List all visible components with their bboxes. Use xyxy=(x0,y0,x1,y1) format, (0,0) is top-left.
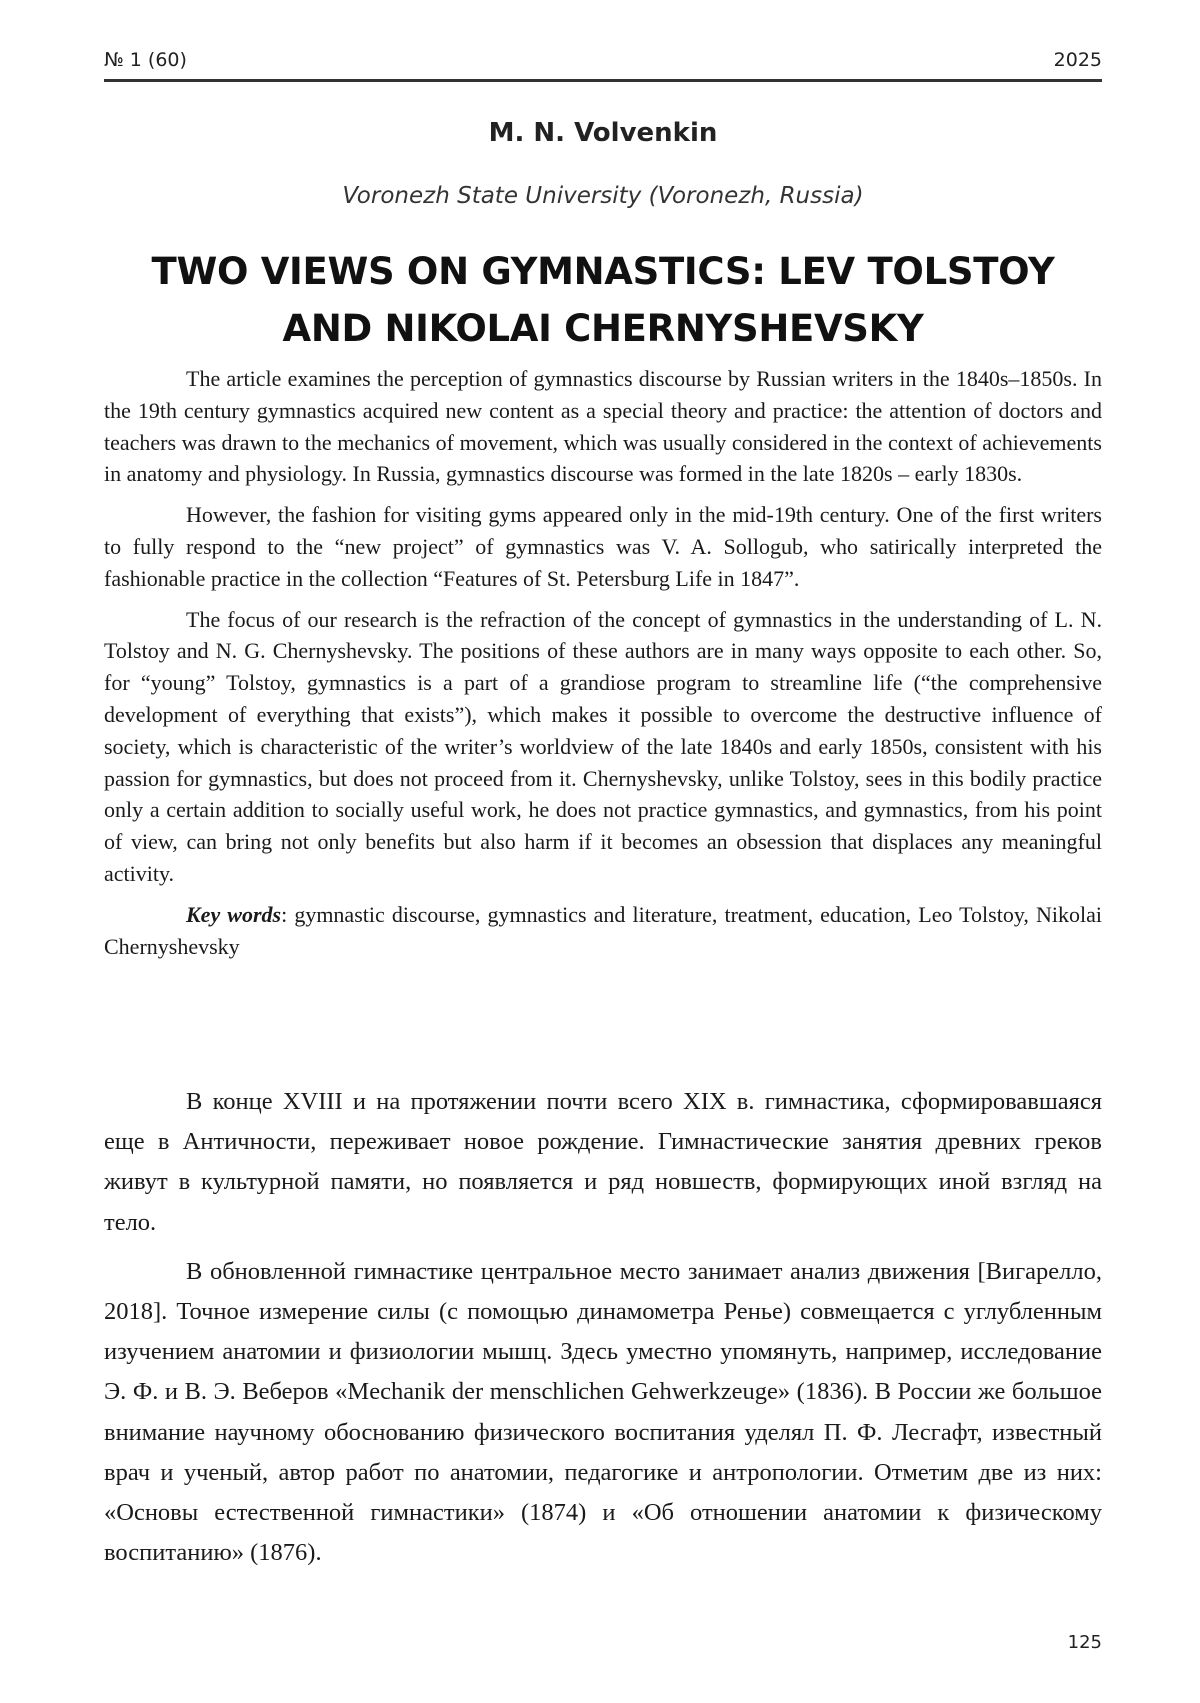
abstract-paragraph-2: However, the fashion for visiting gyms appeared only in the mid-19th century. One of the first writers to fully respond to the “new project” of gymnastics was V. A. Sollogub, who satirically interpreted the fashionable practice in the collection “Features of St. Petersburg Life in 1847”. xyxy=(104,502,1102,591)
abstract xyxy=(104,363,1102,971)
article-body xyxy=(104,1082,1102,1582)
issue-number: № 1 (60) xyxy=(104,49,187,71)
keywords xyxy=(104,899,1102,963)
page-number: 125 xyxy=(1067,1632,1102,1653)
keywords-label: Key words xyxy=(186,901,282,927)
abstract-paragraph-3: The focus of our research is the refraction of the concept of gymnastics in the understanding of L. N. Tolstoy and N. G. Chernyshevsky. The positions of these authors are in many ways opposite to each other. So, for “young” Tolstoy, gymnastics is a part of a grandiose program to streamline life (“the comprehensive development of everything that exists”), which makes it possible to overcome the destructive influence of society, which is characteristic of the writer’s worldview of the late 1840s and early 1850s, consistent with his passion for gymnastics, but does not proceed from it. Chernyshevsky, unlike Tolstoy, sees in this bodily practice only a certain addition to socially useful work, he does not practice gymnastics, and gymnastics, from his point of view, can bring not only benefits but also harm if it becomes an obsession that displaces any meaningful activity. xyxy=(104,606,1102,886)
body-paragraph-1: В конце XVIII и на протяжении почти всего XIX в. гимнастика, сформировавшаяся еще в Античности, переживает новое рождение. Гимнастические занятия древних греков живут в культурной памяти, но появляется и ряд новшеств, формирующих иной взгляд на тело. xyxy=(104,1088,1102,1236)
publication-year: 2025 xyxy=(1053,49,1102,71)
keywords-list: : gymnastic discourse, gymnastics and literature, treatment, education, Leo Tolstoy, Nikolai Chernyshevsky xyxy=(104,901,1102,959)
article-title-line-1: TWO VIEWS ON GYMNASTICS: LEV TOLSTOY xyxy=(151,250,1055,293)
running-header xyxy=(104,47,1102,82)
author-name: M. N. Volvenkin xyxy=(488,118,718,148)
article-title-line-2: AND NIKOLAI CHERNYSHEVSKY xyxy=(282,307,924,350)
abstract-paragraph-1: The article examines the perception of gymnastics discourse by Russian writers in the 1840s–1850s. In the 19th century gymnastics acquired new content as a special theory and practice: the attention of doctors and teachers was drawn to the mechanics of movement, which was usually considered in the context of achievements in anatomy and physiology. In Russia, gymnastics discourse was formed in the late 1820s – early 1830s. xyxy=(104,366,1102,487)
journal-page xyxy=(104,0,1102,1703)
article-title xyxy=(104,243,1102,357)
body-paragraph-2: В обновленной гимнастике центральное место занимает анализ движения [Вигарелло, 2018]. Точное измерение силы (с помощью динамометра Ренье) совмещается с углубленным изучением анатомии и физиологии мышц. Здесь уместно упомянуть, например, исследование Э. Ф. и В. Э. Веберов «Mechanik der menschlichen Gehwerkzeuge» (1836). В России же большое внимание научному обоснованию физического воспитания уделял П. Ф. Лесгафт, известный врач и ученый, автор работ по анатомии, педагогике и антропологии. Отметим две из них: «Основы естественной гимнастики» (1874) и «Об отношении анатомии к физическому воспитанию» (1876). xyxy=(104,1257,1102,1567)
author-affiliation: Voronezh State University (Voronezh, Russia) xyxy=(342,183,864,209)
